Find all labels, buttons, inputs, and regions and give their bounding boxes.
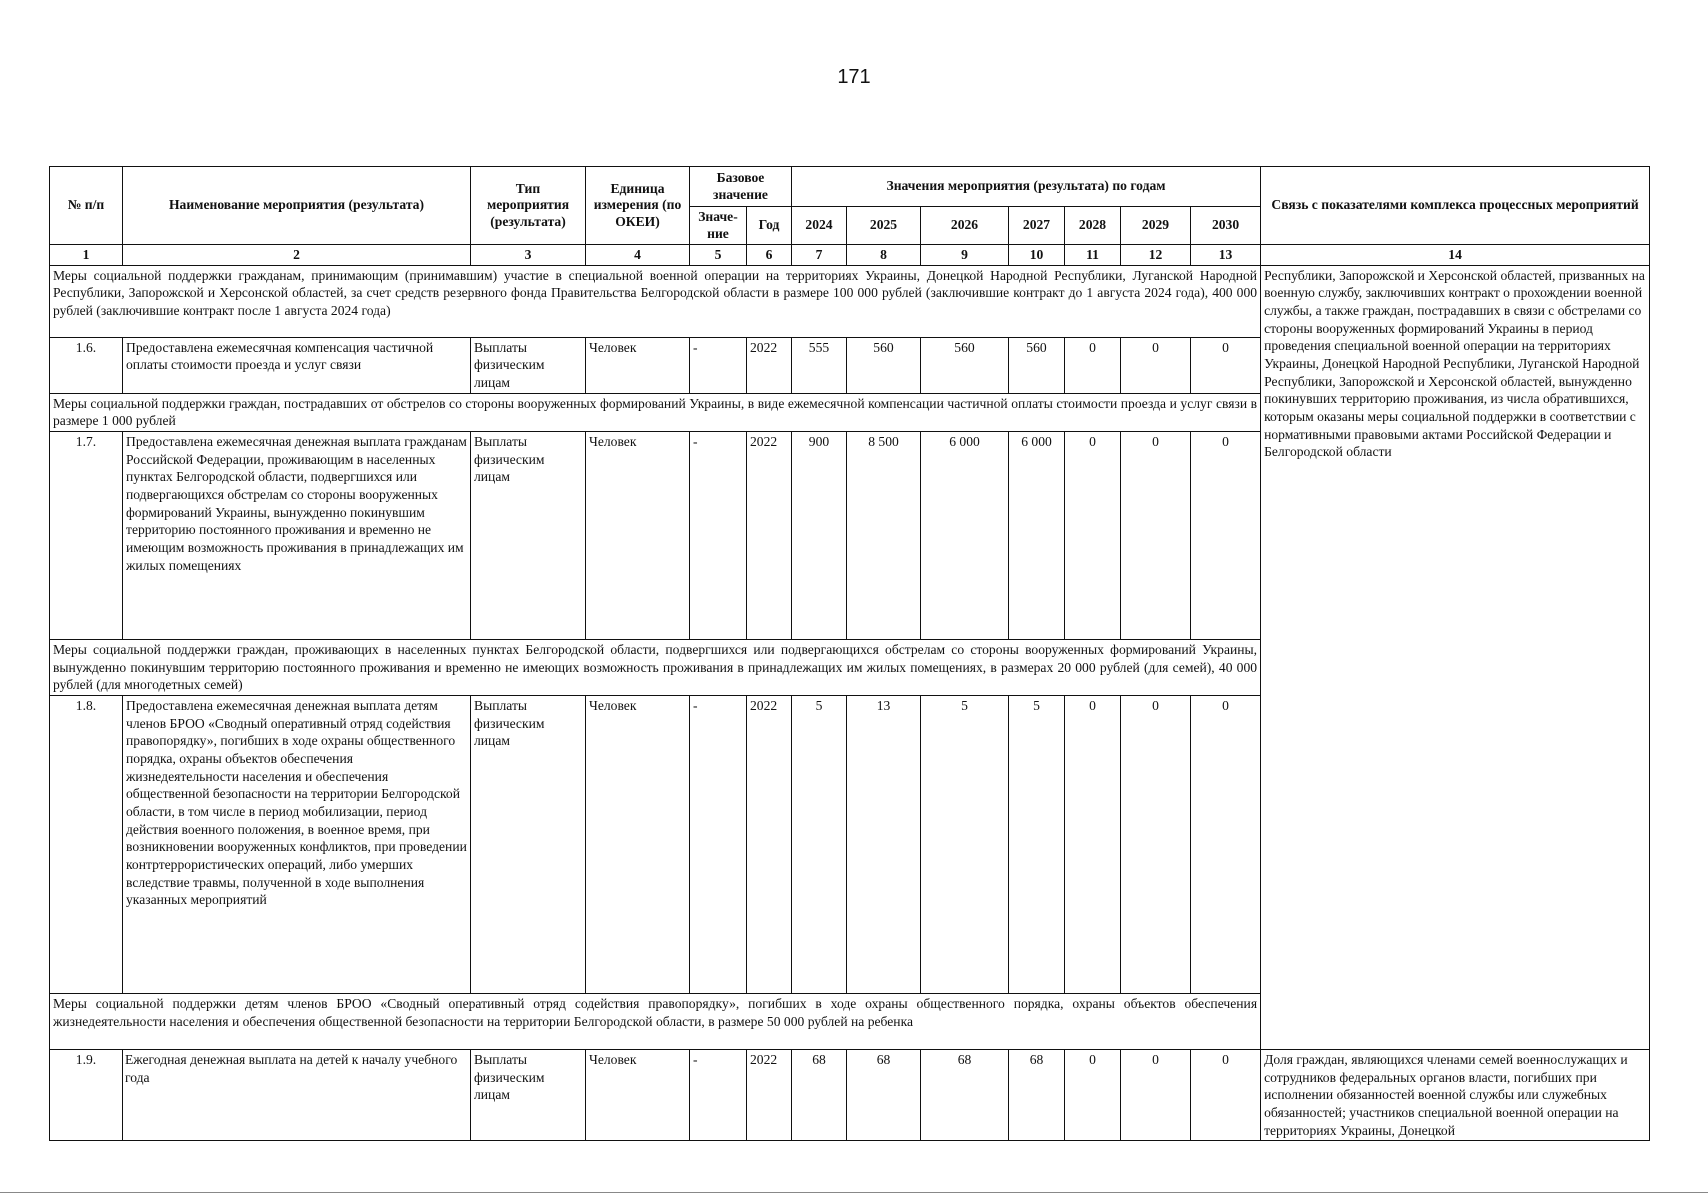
row-base-value: - [690,1050,747,1141]
row-type: Выплаты физическим лицам [471,1050,586,1141]
row-value-2028: 0 [1065,337,1121,393]
col-number: 6 [747,245,792,266]
col-number: 10 [1009,245,1065,266]
row-value-2029: 0 [1121,1050,1191,1141]
measures-table [49,166,1650,1141]
header-num: № п/п [50,167,123,245]
row-value-2024: 900 [792,432,847,640]
row-value-2026: 5 [921,696,1009,994]
header-link: Связь с показателями комплекса процессных мероприятий [1261,167,1650,245]
header-type: Тип мероприятия (результата) [471,167,586,245]
row-base-value: - [690,337,747,393]
col-number: 14 [1261,245,1650,266]
row-value-2029: 0 [1121,432,1191,640]
row-name: Предоставлена ежемесячная денежная выплата гражданам Российской Федерации, проживающим в населенных пунктах Белгородской области, подвергшихся или подвергающихся обстрелам со стороны вооруженных формирований Украины, вынужденно покинувшим территорию постоянного проживания и временно не имеющим возможность проживания в принадлежащих им жилых помещениях [123,432,471,640]
page-number: 171 [837,66,871,88]
row-value-2030: 0 [1191,337,1261,393]
row-value-2030: 0 [1191,696,1261,994]
header-year-2029: 2029 [1121,207,1191,245]
row-value-2025: 13 [847,696,921,994]
row-value-2030: 0 [1191,432,1261,640]
header-years-group: Значения мероприятия (результата) по годам [792,167,1261,207]
row-value-2028: 0 [1065,696,1121,994]
section-heading: Меры социальной поддержки детям членов БРОО «Сводный оперативный отряд содействия правопорядку», погибших в ходе охраны общественного порядка, охраны объектов обеспечения жизнедеятельности населения и обеспечения общественной безопасности на территории Белгородской области, в размере 50 000 рублей на ребенка [50,994,1261,1050]
row-unit: Человек [586,1050,690,1141]
row-base-value: - [690,696,747,994]
row-name: Предоставлена ежемесячная денежная выплата детям членов БРОО «Сводный оперативный отряд содействия правопорядку», погибших в ходе охраны общественного порядка, охраны объектов обеспечения жизнедеятельности населения и обеспечения общественной безопасности на территории Белгородской области, в том числе в период мобилизации, период действия военного положения, в военное время, при возникновении вооруженных конфликтов, при проведении контртеррористических операций, либо умерших вследствие травмы, полученной в ходе выполнения указанных мероприятий [123,696,471,994]
row-base-year: 2022 [747,337,792,393]
col-number: 8 [847,245,921,266]
row-num: 1.8. [50,696,123,994]
row-type: Выплаты физическим лицам [471,337,586,393]
section-heading: Меры социальной поддержки граждан, пострадавших от обстрелов со стороны вооруженных формирований Украины, в виде ежемесячной компенсации частичной оплаты стоимости проезда и услуг связи в размере 1 000 рублей [50,393,1261,431]
header-year-2030: 2030 [1191,207,1261,245]
row-value-2024: 68 [792,1050,847,1141]
row-base-year: 2022 [747,1050,792,1141]
col-number: 2 [123,245,471,266]
col-number: 12 [1121,245,1191,266]
indicator-link: Доля граждан, являющихся членами семей военнослужащих и сотрудников федеральных органов власти, погибших при исполнении обязанностей военной службы или служебных обязанностей; участников специальной военной операции на территориях Украины, Донецкой [1261,1050,1650,1141]
row-value-2027: 5 [1009,696,1065,994]
col-number: 11 [1065,245,1121,266]
row-base-value: - [690,432,747,640]
row-value-2025: 68 [847,1050,921,1141]
column-number-row [50,245,1650,266]
header-year-2024: 2024 [792,207,847,245]
row-value-2030: 0 [1191,1050,1261,1141]
row-value-2029: 0 [1121,696,1191,994]
section-heading: Меры социальной поддержки граждан, проживающих в населенных пунктах Белгородской области, подвергшихся или подвергающихся обстрелам со стороны вооруженных формирований Украины, вынужденно покинувшим территорию постоянного проживания и временно не имеющих возможность проживания в принадлежащих им жилых помещениях, в размерах 20 000 рублей (для семей), 40 000 рублей (для многодетных семей) [50,640,1261,696]
row-value-2026: 560 [921,337,1009,393]
row-value-2027: 560 [1009,337,1065,393]
col-number: 3 [471,245,586,266]
section-heading: Меры социальной поддержки гражданам, принимающим (принимавшим) участие в специальной военной операции на территориях Украины, Донецкой Народной Республики, Луганской Народной Республики, Запорожской и Херсонской областей, за счет средств резервного фонда Правительства Белгородской области в размере 100 000 рублей (заключившие контракт до 1 августа 2024 года), 400 000 рублей (заключившие контракт после 1 августа 2024 года) [50,265,1261,337]
row-value-2025: 8 500 [847,432,921,640]
header-year-2027: 2027 [1009,207,1065,245]
header-base-value: Значе-ние [690,207,747,245]
row-value-2028: 0 [1065,1050,1121,1141]
row-value-2028: 0 [1065,432,1121,640]
row-value-2026: 6 000 [921,432,1009,640]
header-base-year: Год [747,207,792,245]
col-number: 1 [50,245,123,266]
col-number: 4 [586,245,690,266]
col-number: 13 [1191,245,1261,266]
col-number: 5 [690,245,747,266]
header-name: Наименование мероприятия (результата) [123,167,471,245]
table-row [50,1050,1650,1141]
header-year-2026: 2026 [921,207,1009,245]
header-year-2028: 2028 [1065,207,1121,245]
row-num: 1.6. [50,337,123,393]
row-value-2024: 555 [792,337,847,393]
row-value-2027: 6 000 [1009,432,1065,640]
row-value-2026: 68 [921,1050,1009,1141]
row-base-year: 2022 [747,432,792,640]
header-base: Базовое значение [690,167,792,207]
header-unit: Единица измерения (по ОКЕИ) [586,167,690,245]
indicator-link: Республики, Запорожской и Херсонской областей, призванных на военную службу, заключивших контракт о прохождении военной службы, а также граждан, пострадавших в связи с обстрелами со стороны вооруженных формирований Украины в период проведения специальной военной операции на территориях Украины, Донецкой Народной Республики, Луганской Народной Республики, Запорожской и Херсонской областей, вынужденно покинувших территорию проживания, из числа обратившихся, которым оказаны меры социальной поддержки в соответствии с нормативными правовыми актами Российской Федерации и Белгородской области [1261,265,1650,1049]
row-name: Ежегодная денежная выплата на детей к началу учебного года [123,1050,471,1141]
row-num: 1.7. [50,432,123,640]
col-number: 9 [921,245,1009,266]
row-base-year: 2022 [747,696,792,994]
row-value-2029: 0 [1121,337,1191,393]
row-value-2025: 560 [847,337,921,393]
row-type: Выплаты физическим лицам [471,432,586,640]
row-unit: Человек [586,696,690,994]
header-year-2025: 2025 [847,207,921,245]
col-number: 7 [792,245,847,266]
row-name: Предоставлена ежемесячная компенсация частичной оплаты стоимости проезда и услуг связи [123,337,471,393]
row-unit: Человек [586,432,690,640]
row-value-2024: 5 [792,696,847,994]
row-value-2027: 68 [1009,1050,1065,1141]
scan-bottom-edge [0,1192,1708,1193]
row-num: 1.9. [50,1050,123,1141]
row-type: Выплаты физическим лицам [471,696,586,994]
row-unit: Человек [586,337,690,393]
